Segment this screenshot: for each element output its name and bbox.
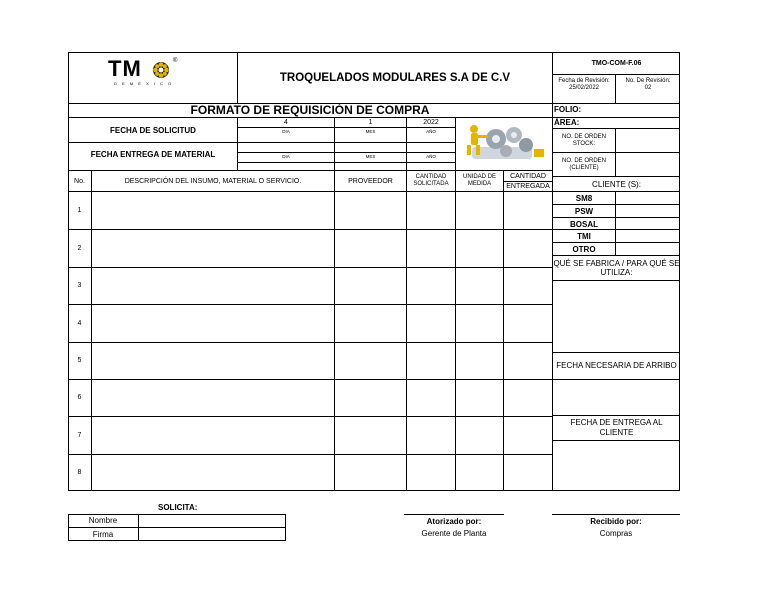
row-number: 3 <box>77 282 82 289</box>
unit-cell[interactable] <box>456 304 503 342</box>
col-provider-header: PROVEEDOR <box>348 177 393 185</box>
arrival-date-label: FECHA NECESARIA DE ARRIBO <box>556 361 677 370</box>
row-number: 7 <box>77 431 82 439</box>
description-cell[interactable] <box>92 342 334 379</box>
revision-no-label: No. De Revisión: <box>625 78 671 84</box>
revision-date-label: Fecha de Revisión: <box>558 78 610 84</box>
client-option-psw: PSW <box>574 206 594 216</box>
row-number: 8 <box>77 469 82 476</box>
authorized-role: Gerente de Planta <box>421 528 487 538</box>
description-cell[interactable] <box>92 304 334 342</box>
signature-label: Firma <box>92 530 114 539</box>
col-qty-requested-header: CANTIDAD SOLICITADA <box>413 174 449 187</box>
order-client-label: NO. DE ORDEN (CLIENTE) <box>561 157 606 171</box>
client-label: CLIENTE (S): <box>592 179 641 189</box>
unit-cell[interactable] <box>456 416 503 454</box>
unit-cell[interactable] <box>456 192 503 229</box>
qty-requested-cell[interactable] <box>407 304 455 342</box>
qty-delivered-cell[interactable] <box>504 304 552 342</box>
gear-logo-icon <box>151 60 171 80</box>
logo-registered: ® <box>173 58 178 64</box>
qty-requested-cell[interactable] <box>407 454 455 491</box>
signature-field[interactable] <box>139 528 285 540</box>
delivery-month-label: MES <box>365 153 376 159</box>
form-code: TMO-COM-F.06 <box>591 59 642 67</box>
col-description-header: DESCRIPCIÓN DEL INSUMO, MATERIAL O SERVICIO. <box>124 177 302 185</box>
unit-cell[interactable] <box>456 229 503 267</box>
client-check-cell[interactable] <box>616 243 680 255</box>
gears-worker-clipart <box>462 121 546 165</box>
folio-label: FOLIO: <box>554 105 582 114</box>
qty-requested-cell[interactable] <box>407 192 455 229</box>
request-month-label: MES <box>365 128 376 134</box>
company-name: TROQUELADOS MODULARES S.A DE C.V <box>279 71 511 84</box>
provider-cell[interactable] <box>335 416 406 454</box>
client-option-tmi: TMI <box>577 231 591 241</box>
qty-delivered-cell[interactable] <box>504 416 552 454</box>
provider-cell[interactable] <box>335 379 406 416</box>
unit-cell[interactable] <box>456 267 503 304</box>
logo-text: TM <box>108 56 142 81</box>
name-field[interactable] <box>139 515 285 527</box>
order-stock-label: NO. DE ORDEN STOCK: <box>561 133 606 147</box>
authorized-label: Atorizado por: <box>426 516 482 526</box>
delivery-day-label: DIA <box>282 153 290 159</box>
qty-requested-cell[interactable] <box>407 267 455 304</box>
delivery-year-label: AÑO <box>426 153 436 159</box>
provider-cell[interactable] <box>335 342 406 379</box>
logo-subtitle: D E M É X I C O <box>114 81 174 86</box>
description-cell[interactable] <box>92 229 334 267</box>
qty-delivered-cell[interactable] <box>504 229 552 267</box>
client-check-cell[interactable] <box>616 230 680 242</box>
delivery-date-label: FECHA ENTREGA DE MATERIAL <box>90 149 216 159</box>
unit-cell[interactable] <box>456 342 503 379</box>
col-unit-header: UNIDAD DE MEDIDA <box>462 174 496 187</box>
qty-delivered-cell[interactable] <box>504 454 552 491</box>
solicita-label: SOLICITA: <box>158 503 198 512</box>
provider-cell[interactable] <box>335 454 406 491</box>
request-day-label: DIA <box>282 128 290 134</box>
col-qty-delivered-top: CANTIDAD <box>510 172 546 180</box>
revision-no: 02 <box>644 85 652 91</box>
qty-requested-cell[interactable] <box>407 379 455 416</box>
unit-cell[interactable] <box>456 379 503 416</box>
qty-delivered-cell[interactable] <box>504 342 552 379</box>
form-title: FORMATO DE REQUISICIÓN DE COMPRA <box>190 103 430 117</box>
description-cell[interactable] <box>92 454 334 491</box>
row-number: 2 <box>77 244 82 252</box>
client-option-bosal: BOSAL <box>570 219 598 229</box>
qty-delivered-cell[interactable] <box>504 192 552 229</box>
row-number: 6 <box>77 394 82 401</box>
qty-requested-cell[interactable] <box>407 342 455 379</box>
provider-cell[interactable] <box>335 267 406 304</box>
unit-cell[interactable] <box>456 454 503 491</box>
client-check-cell[interactable] <box>616 192 680 204</box>
qty-requested-cell[interactable] <box>407 416 455 454</box>
received-role: Compras <box>599 528 633 538</box>
request-date-label: FECHA DE SOLICITUD <box>110 125 196 135</box>
description-cell[interactable] <box>92 192 334 229</box>
qty-delivered-cell[interactable] <box>504 379 552 416</box>
purpose-label: QUÉ SE FABRICA / PARA QUÉ SE UTILIZA: <box>553 259 680 277</box>
client-check-cell[interactable] <box>616 205 680 217</box>
request-day[interactable]: 4 <box>284 119 288 126</box>
client-delivery-date-label: FECHA DE ENTREGA AL CLIENTE <box>570 418 663 437</box>
received-label: Recibido por: <box>590 516 642 526</box>
request-year-label: AÑO <box>426 128 436 134</box>
description-cell[interactable] <box>92 379 334 416</box>
area-label: ÁREA: <box>554 118 580 127</box>
logo <box>104 56 194 90</box>
revision-no-block <box>616 78 680 92</box>
client-option-otro: OTRO <box>572 244 596 254</box>
provider-cell[interactable] <box>335 229 406 267</box>
client-option-sm8: SM8 <box>575 193 593 203</box>
col-qty-delivered-bottom: ENTREGADA <box>506 183 550 190</box>
qty-delivered-cell[interactable] <box>504 267 552 304</box>
request-year[interactable]: 2022 <box>423 119 439 126</box>
provider-cell[interactable] <box>335 304 406 342</box>
description-cell[interactable] <box>92 416 334 454</box>
provider-cell[interactable] <box>335 192 406 229</box>
row-number: 4 <box>77 319 82 327</box>
revision-date-block <box>553 78 615 92</box>
col-no-header: No. <box>74 177 85 185</box>
row-number: 5 <box>77 357 82 364</box>
revision-date: 25/02/2022 <box>568 85 600 91</box>
row-number: 1 <box>77 207 82 214</box>
name-label: Nombre <box>88 516 118 525</box>
description-cell[interactable] <box>92 267 334 304</box>
request-month[interactable]: 1 <box>368 119 373 126</box>
qty-requested-cell[interactable] <box>407 229 455 267</box>
